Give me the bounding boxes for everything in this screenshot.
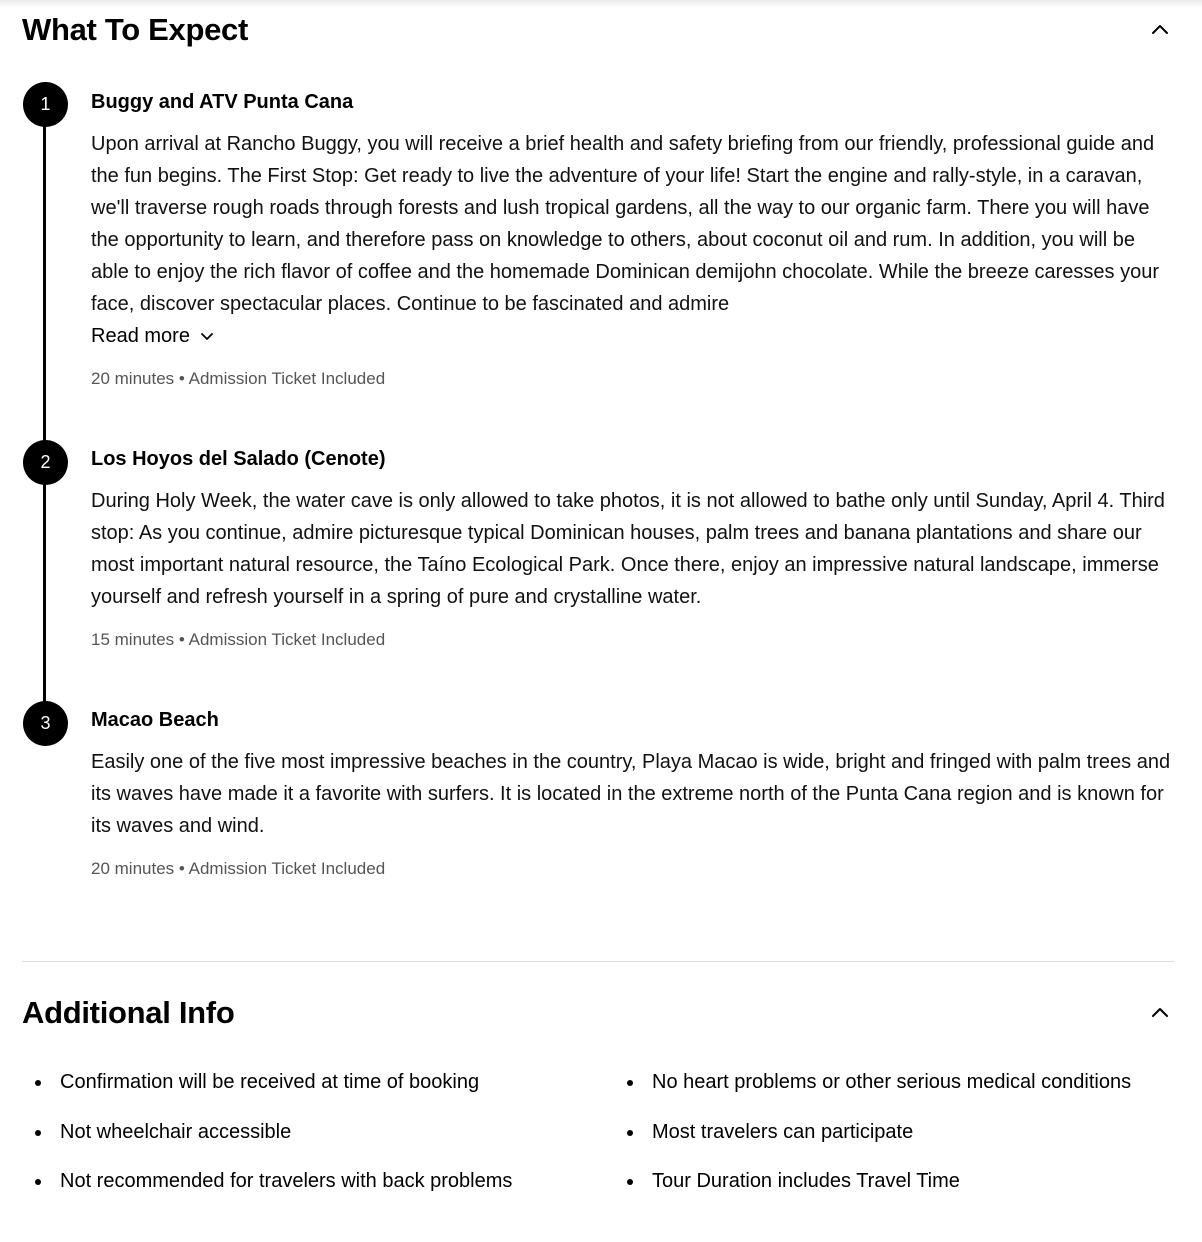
info-item: Tour Duration includes Travel Time bbox=[614, 1166, 1131, 1216]
chevron-up-icon[interactable] bbox=[1146, 999, 1174, 1027]
info-item: Not wheelchair accessible bbox=[22, 1117, 512, 1167]
read-more-label: Read more bbox=[91, 325, 190, 347]
chevron-down-icon bbox=[200, 329, 214, 343]
what-to-expect-header[interactable] bbox=[22, 10, 1174, 50]
timeline-connector bbox=[43, 104, 46, 464]
stop-number-badge: 2 bbox=[23, 440, 68, 485]
info-item: Not recommended for travelers with back problems bbox=[22, 1166, 512, 1216]
additional-info-list-right bbox=[614, 1067, 1131, 1216]
itinerary-stop bbox=[91, 446, 1176, 652]
info-item: Most travelers can participate bbox=[614, 1117, 1131, 1167]
what-to-expect-title: What To Expect bbox=[22, 12, 249, 47]
additional-info-header[interactable] bbox=[22, 993, 1174, 1033]
stop-meta: 20 minutes • Admission Ticket Included bbox=[91, 369, 386, 388]
top-shadow bbox=[0, 0, 1202, 8]
stop-description: Easily one of the five most impressive beaches in the country, Playa Macao is wide, bright and fringed with palm trees and its waves have made it a favorite with surfers. It is located in the extreme north of the Punta Cana region and is known for its waves and wind. bbox=[91, 751, 1171, 837]
itinerary-stop bbox=[91, 707, 1176, 881]
stop-meta: 20 minutes • Admission Ticket Included bbox=[91, 859, 386, 878]
additional-info-list-left bbox=[22, 1067, 512, 1216]
stop-title: Macao Beach bbox=[91, 709, 219, 731]
stop-description: During Holy Week, the water cave is only allowed to take photos, it is not allowed to bathe only until Sunday, April 4. Third stop: As you continue, admire picturesque typical Dominican houses, palm trees and banana plantations and share our most important natural resource, the Taíno Ecological Park. Once there, enjoy an impressive natural landscape, immerse yourself and refresh yourself in a spring of pure and crystalline water. bbox=[91, 490, 1165, 608]
stop-number-badge: 1 bbox=[23, 82, 68, 127]
stop-description: Upon arrival at Rancho Buggy, you will receive a brief health and safety briefing from our friendly, professional guide and the fun begins. The First Stop: Get ready to live the adventure of your life! Start the engine and rally-style, in a caravan, we'll traverse rough roads through forests and lush tropical gardens, all the way to our organic farm. There you will have the opportunity to learn, and therefore pass on knowledge to others, about coconut oil and rum. In addition, you will be able to enjoy the rich flavor of coffee and the homemade Dominican demijohn chocolate. While the breeze caresses your face, discover spectacular places. Continue to be fascinated and admire bbox=[91, 133, 1160, 315]
additional-info-title: Additional Info bbox=[22, 995, 235, 1030]
itinerary-stop bbox=[91, 89, 1176, 391]
info-item: No heart problems or other serious medical conditions bbox=[614, 1067, 1131, 1117]
timeline-connector bbox=[43, 462, 46, 724]
info-item: Confirmation will be received at time of booking bbox=[22, 1067, 512, 1117]
section-divider bbox=[22, 961, 1174, 962]
chevron-up-icon[interactable] bbox=[1146, 16, 1174, 44]
stop-title: Los Hoyos del Salado (Cenote) bbox=[91, 448, 386, 470]
stop-number-badge: 3 bbox=[23, 701, 68, 746]
stop-meta: 15 minutes • Admission Ticket Included bbox=[91, 630, 386, 649]
stop-title: Buggy and ATV Punta Cana bbox=[91, 91, 354, 113]
read-more-button[interactable] bbox=[91, 320, 214, 352]
